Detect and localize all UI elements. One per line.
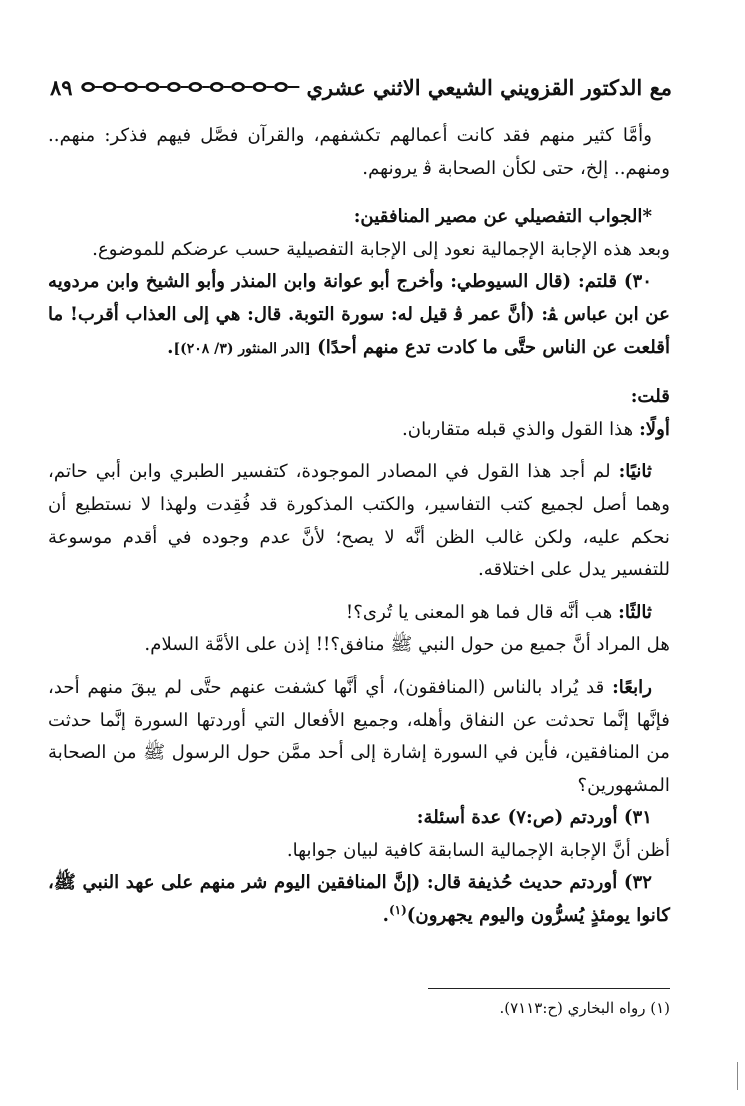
footnote: (١) رواه البخاري (ح:٧١١٣). [499,999,670,1017]
paragraph: ثالثًا: هب أنَّه قال فما هو المعنى يا تُرى؟! [345,601,652,623]
paragraph: هل المراد أنَّ جميع من حول النبي ﷺ منافق؟!! إذن على الأمَّة السلام. [144,634,670,656]
paragraph: وبعد هذه الإجابة الإجمالية نعود إلى الإجابة التفصيلية حسب عرضكم للموضوع. [92,238,670,260]
main-text [48,120,670,933]
reply-heading: قلت: [630,386,670,408]
page-edge-mark [737,1062,738,1090]
paragraph-quote: ٣٠) قلتم: (قال السيوطي: وأخرج أبو عوانة وابن المنذر وأبو الشيخ وابن مردويه عن ابن عباس ﭭ: (أنَّ عمر ﭬ قيل له: سورة التوبة. قال: هي إلى العذاب أقرب! ما أقلعت عن الناس حتَّى ما كادت تدع منهم أحدًا) [الدر المنثور (٣/ ٢٠٨)]. [48,271,670,358]
paragraph: رابعًا: قد يُراد بالناس (المنافقون)، أي أنَّها كشفت عنهم حتَّى لم يبقَ منهم أحد، فإنَّها إنَّما تحدثت عن النفاق وأهله، وجميع الأفعال التي أوردتها السورة إنَّما حدثت من المنافقين، فأين في السورة إشارة إلى أحد ممَّن حول الرسول ﷺ من الصحابة المشهورين؟ [48,676,670,796]
paragraph: ثانيًا: لم أجد هذا القول في المصادر الموجودة، كتفسير الطبري وابن أبي حاتم، وهما أصل لجميع كتب التفاسير، والكتب المذكورة قد فُقِدت ولهذا لا نستطيع أن نحكم عليه، ولكن غالب الظن أنَّه لا يصح؛ لأنَّ عدم وجوده في أقدم موسوعة للتفسير يدل على اختلاقه. [48,461,670,581]
paragraph-quote: ٣٢) أوردتم حديث حُذيفة قال: (إنَّ المنافقين اليوم شر منهم على عهد النبي ﷺ، كانوا يومئذٍ يُسرُّون واليوم يجهرون)$^{(١)}$. [48,872,670,927]
source-citation: [الدر المنثور (٣/ ٢٠٨)] [173,340,311,357]
paragraph: أولًا: هذا القول والذي قبله متقاربان. [401,418,670,440]
paragraph: أظن أنَّ الإجابة الإجمالية السابقة كافية لبيان جوابها. [286,839,670,861]
page-header [50,70,672,104]
page-number: ٨٩ [50,74,73,100]
footnote-divider [428,988,670,989]
section-heading: *الجواب التفصيلي عن مصير المنافقين: [353,206,652,228]
ornament-border-icon [79,77,301,97]
paragraph: ٣١) أوردتم (ص:٧) عدة أسئلة: [416,807,652,829]
running-title: مع الدكتور القزويني الشيعي الاثني عشري [306,74,672,100]
paragraph: وأمَّا كثير منهم فقد كانت أعمالهم تكشفهم، والقرآن فصَّل فيهم فذكر: منهم.. ومنهم.. إلخ، حتى لكأن الصحابة ﭬ يرونهم. [48,125,670,179]
footnote-reference: (١) [388,903,407,917]
